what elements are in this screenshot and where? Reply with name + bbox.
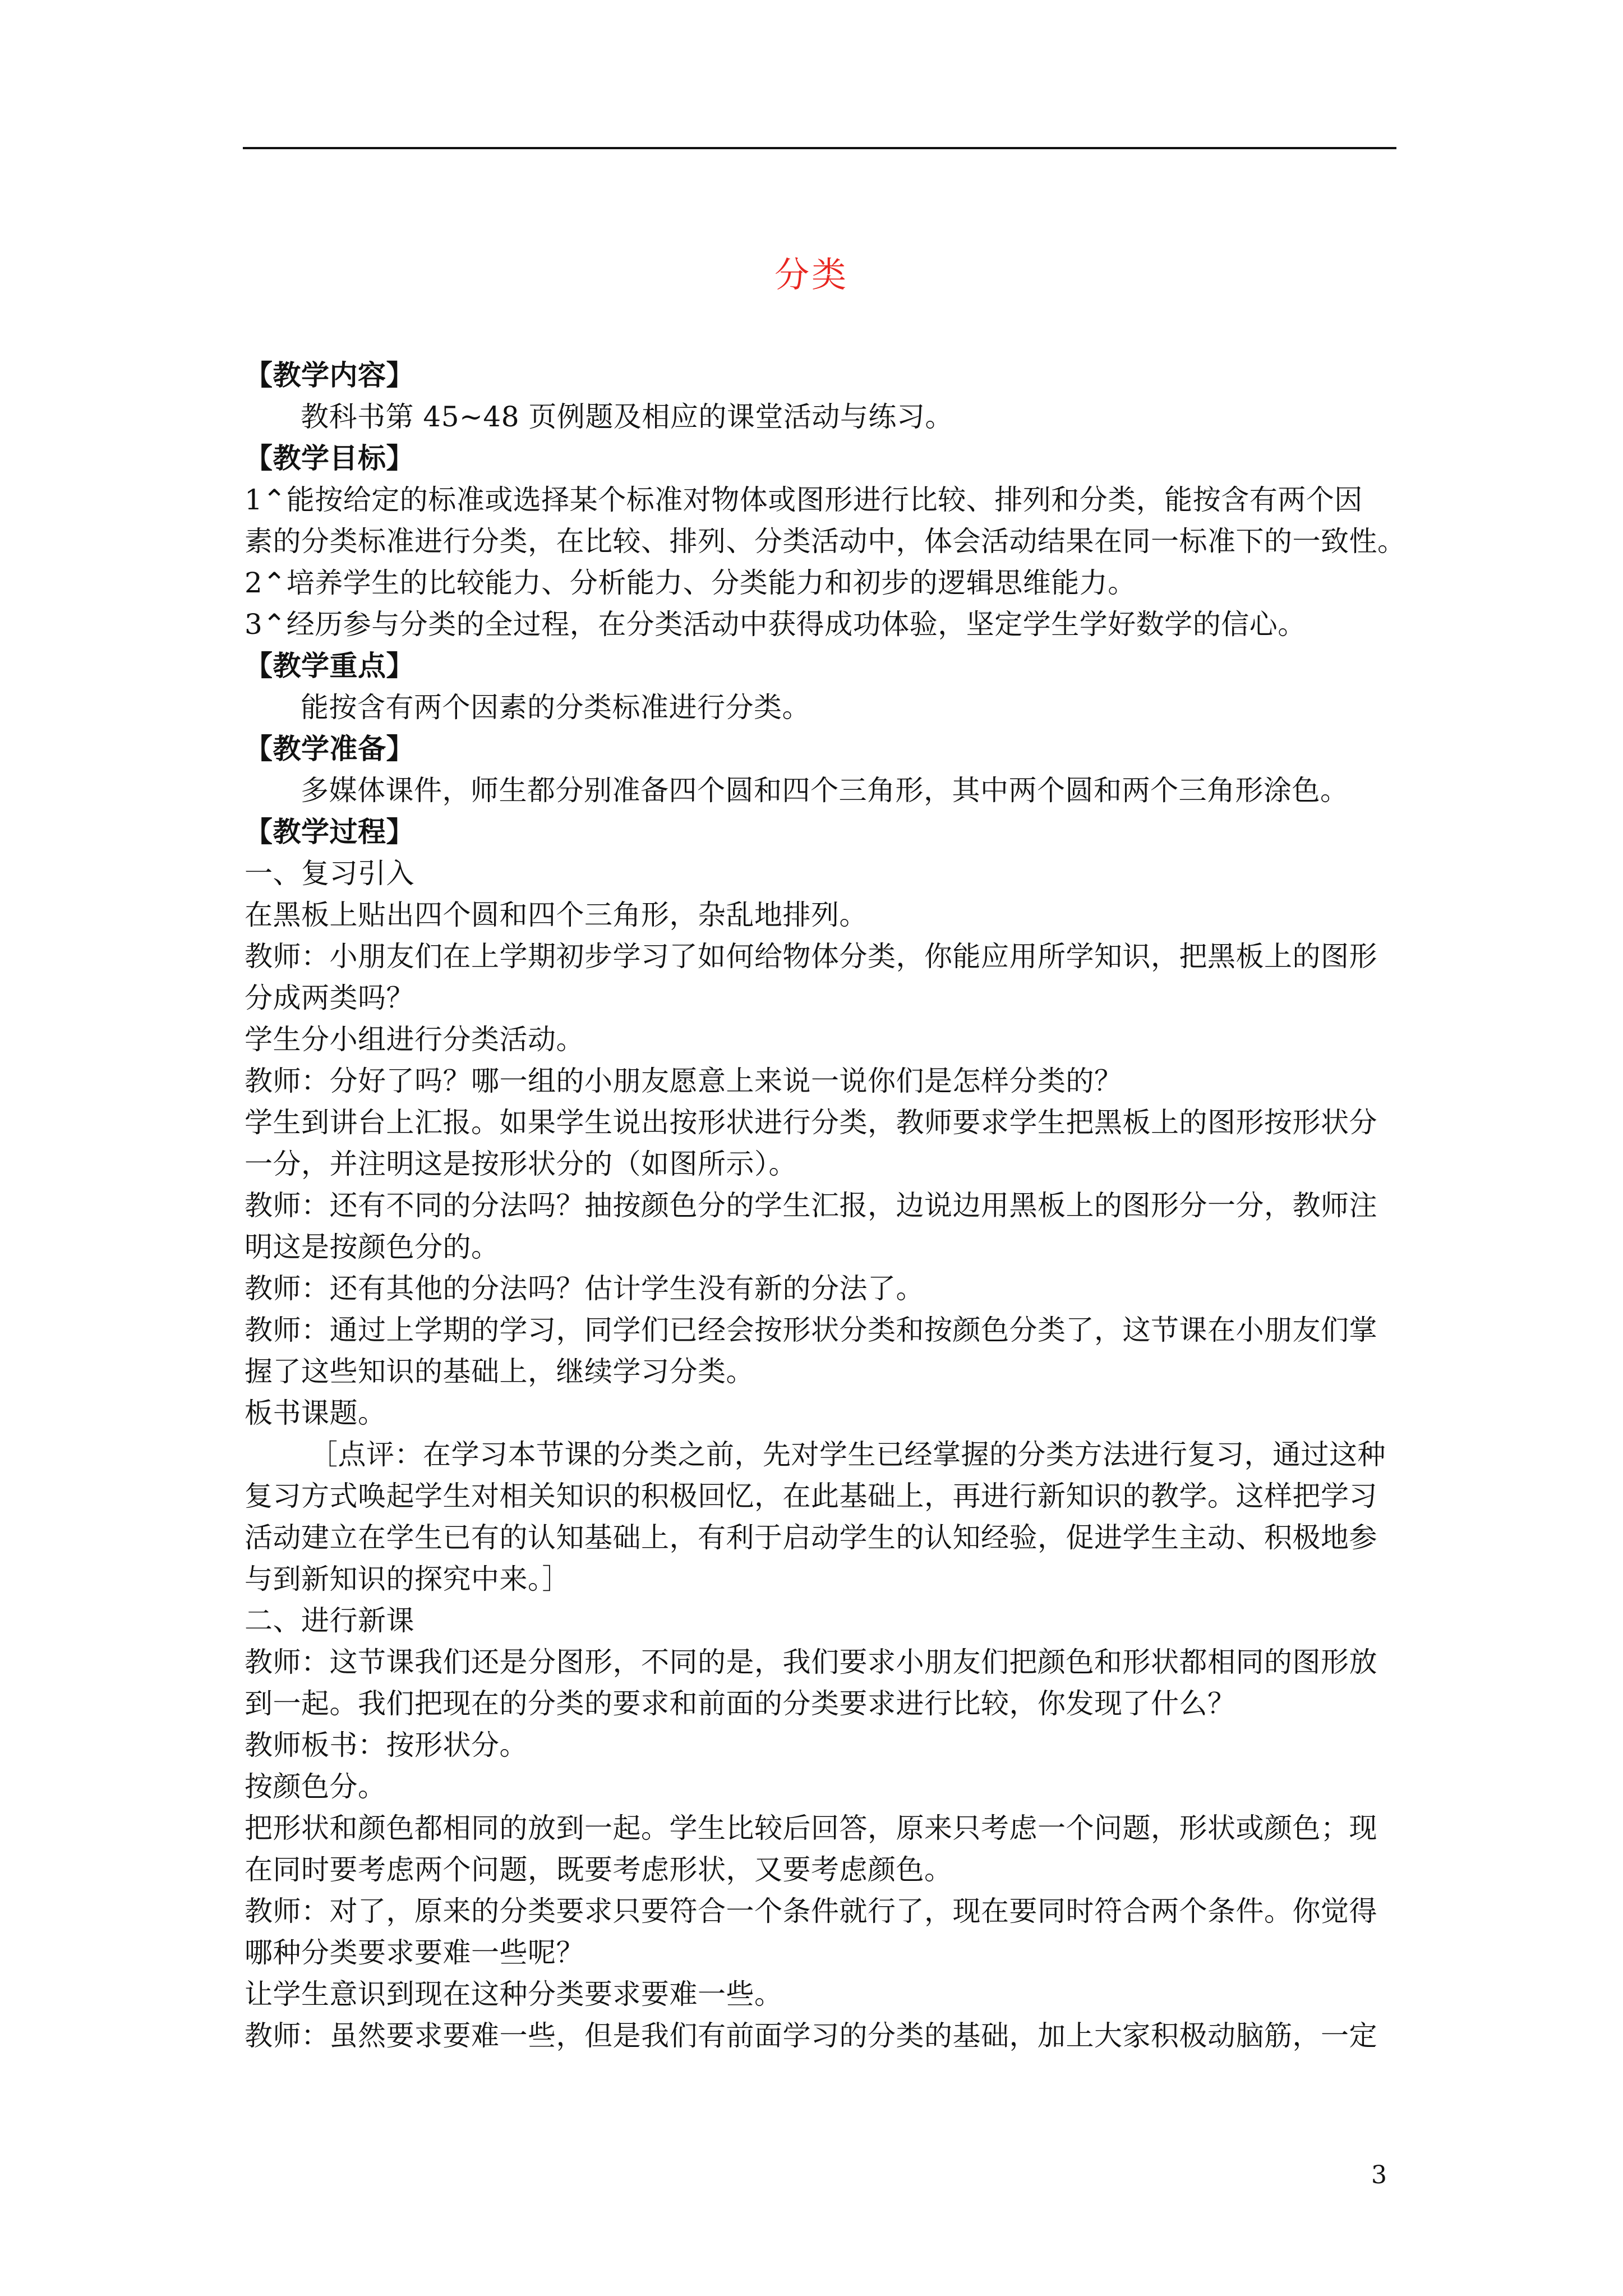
- paragraph-line: 教师：小朋友们在上学期初步学习了如何给物体分类，你能应用所学知识，把黑板上的图形: [245, 940, 1377, 973]
- section-heading-preparation: 【教学准备】: [245, 732, 414, 765]
- subsection-heading: 一、复习引入: [245, 857, 414, 890]
- paragraph-line: 把形状和颜色都相同的放到一起。学生比较后回答，原来只考虑一个问题，形状或颜色；现: [245, 1812, 1377, 1844]
- paragraph-line: 分成两类吗？: [245, 982, 414, 1014]
- document-body: [245, 355, 1406, 2056]
- paragraph-line: 在同时要考虑两个问题，既要考虑形状，又要考虑颜色。: [245, 1853, 953, 1886]
- paragraph-line: 3⌃经历参与分类的全过程，在分类活动中获得成功体验，坚定学生学好数学的信心。: [245, 608, 1306, 641]
- paragraph-line: 能按含有两个因素的分类标准进行分类。: [301, 691, 810, 724]
- paragraph-line: 素的分类标准进行分类，在比较、排列、分类活动中，体会活动结果在同一标准下的一致性。: [245, 525, 1406, 558]
- paragraph-line: 教科书第 45~48 页例题及相应的课堂活动与练习。: [301, 401, 953, 433]
- section-heading-content: 【教学内容】: [245, 358, 414, 392]
- comment-line: ［点评：在学习本节课的分类之前，先对学生已经掌握的分类方法进行复习，通过这种: [310, 1438, 1386, 1471]
- paragraph-line: 1⌃能按给定的标准或选择某个标准对物体或图形进行比较、排列和分类，能按含有两个因: [245, 484, 1363, 516]
- section-heading-process: 【教学过程】: [245, 815, 414, 848]
- paragraph-line: 一分，并注明这是按形状分的（如图所示）。: [245, 1148, 797, 1180]
- comment-line: 与到新知识的探究中来。］: [245, 1563, 570, 1595]
- paragraph-line: 教师：还有其他的分法吗？估计学生没有新的分法了。: [245, 1272, 924, 1305]
- paragraph-line: 多媒体课件，师生都分别准备四个圆和四个三角形，其中两个圆和两个三角形涂色。: [301, 774, 1349, 807]
- subsection-heading: 二、进行新课: [245, 1604, 414, 1637]
- page-number: 3: [1371, 2161, 1387, 2189]
- section-heading-goals: 【教学目标】: [245, 441, 414, 475]
- paragraph-line: 板书课题。: [245, 1397, 386, 1429]
- paragraph-line: 教师板书：按形状分。: [245, 1729, 528, 1761]
- paragraph-line: 教师：通过上学期的学习，同学们已经会按形状分类和按颜色分类了，这节课在小朋友们掌: [245, 1314, 1377, 1346]
- paragraph-line: 按颜色分。: [245, 1770, 386, 1803]
- paragraph-line: 让学生意识到现在这种分类要求要难一些。: [245, 1978, 783, 2010]
- paragraph-line: 在黑板上贴出四个圆和四个三角形，杂乱地排列。: [245, 899, 868, 931]
- paragraph-line: 2⌃培养学生的比较能力、分析能力、分类能力和初步的逻辑思维能力。: [245, 567, 1136, 599]
- paragraph-line: 学生到讲台上汇报。如果学生说出按形状进行分类，教师要求学生把黑板上的图形按形状分: [245, 1106, 1377, 1139]
- paragraph-line: 教师：这节课我们还是分图形，不同的是，我们要求小朋友们把颜色和形状都相同的图形放: [245, 1646, 1377, 1678]
- section-heading-key-point: 【教学重点】: [245, 649, 414, 682]
- paragraph-line: 哪种分类要求要难一些呢？: [245, 1936, 584, 1969]
- paragraph-line: 教师：还有不同的分法吗？抽按颜色分的学生汇报，边说边用黑板上的图形分一分，教师注: [245, 1189, 1377, 1222]
- paragraph-line: 教师：虽然要求要难一些，但是我们有前面学习的分类的基础，加上大家积极动脑筋，一定: [245, 2019, 1377, 2052]
- paragraph-line: 教师：分好了吗？哪一组的小朋友愿意上来说一说你们是怎样分类的？: [245, 1065, 1123, 1097]
- document-title: 分类: [774, 254, 849, 295]
- paragraph-line: 教师：对了，原来的分类要求只要符合一个条件就行了，现在要同时符合两个条件。你觉得: [245, 1895, 1377, 1927]
- header-rule: [243, 147, 1396, 149]
- paragraph-line: 明这是按颜色分的。: [245, 1231, 500, 1263]
- paragraph-line: 到一起。我们把现在的分类的要求和前面的分类要求进行比较，你发现了什么？: [245, 1687, 1236, 1720]
- comment-line: 活动建立在学生已有的认知基础上，有利于启动学生的认知经验，促进学生主动、积极地参: [245, 1521, 1377, 1554]
- paragraph-line: 握了这些知识的基础上，继续学习分类。: [245, 1355, 754, 1388]
- paragraph-line: 学生分小组进行分类活动。: [245, 1023, 584, 1056]
- comment-line: 复习方式唤起学生对相关知识的积极回忆，在此基础上，再进行新知识的教学。这样把学习: [245, 1480, 1377, 1512]
